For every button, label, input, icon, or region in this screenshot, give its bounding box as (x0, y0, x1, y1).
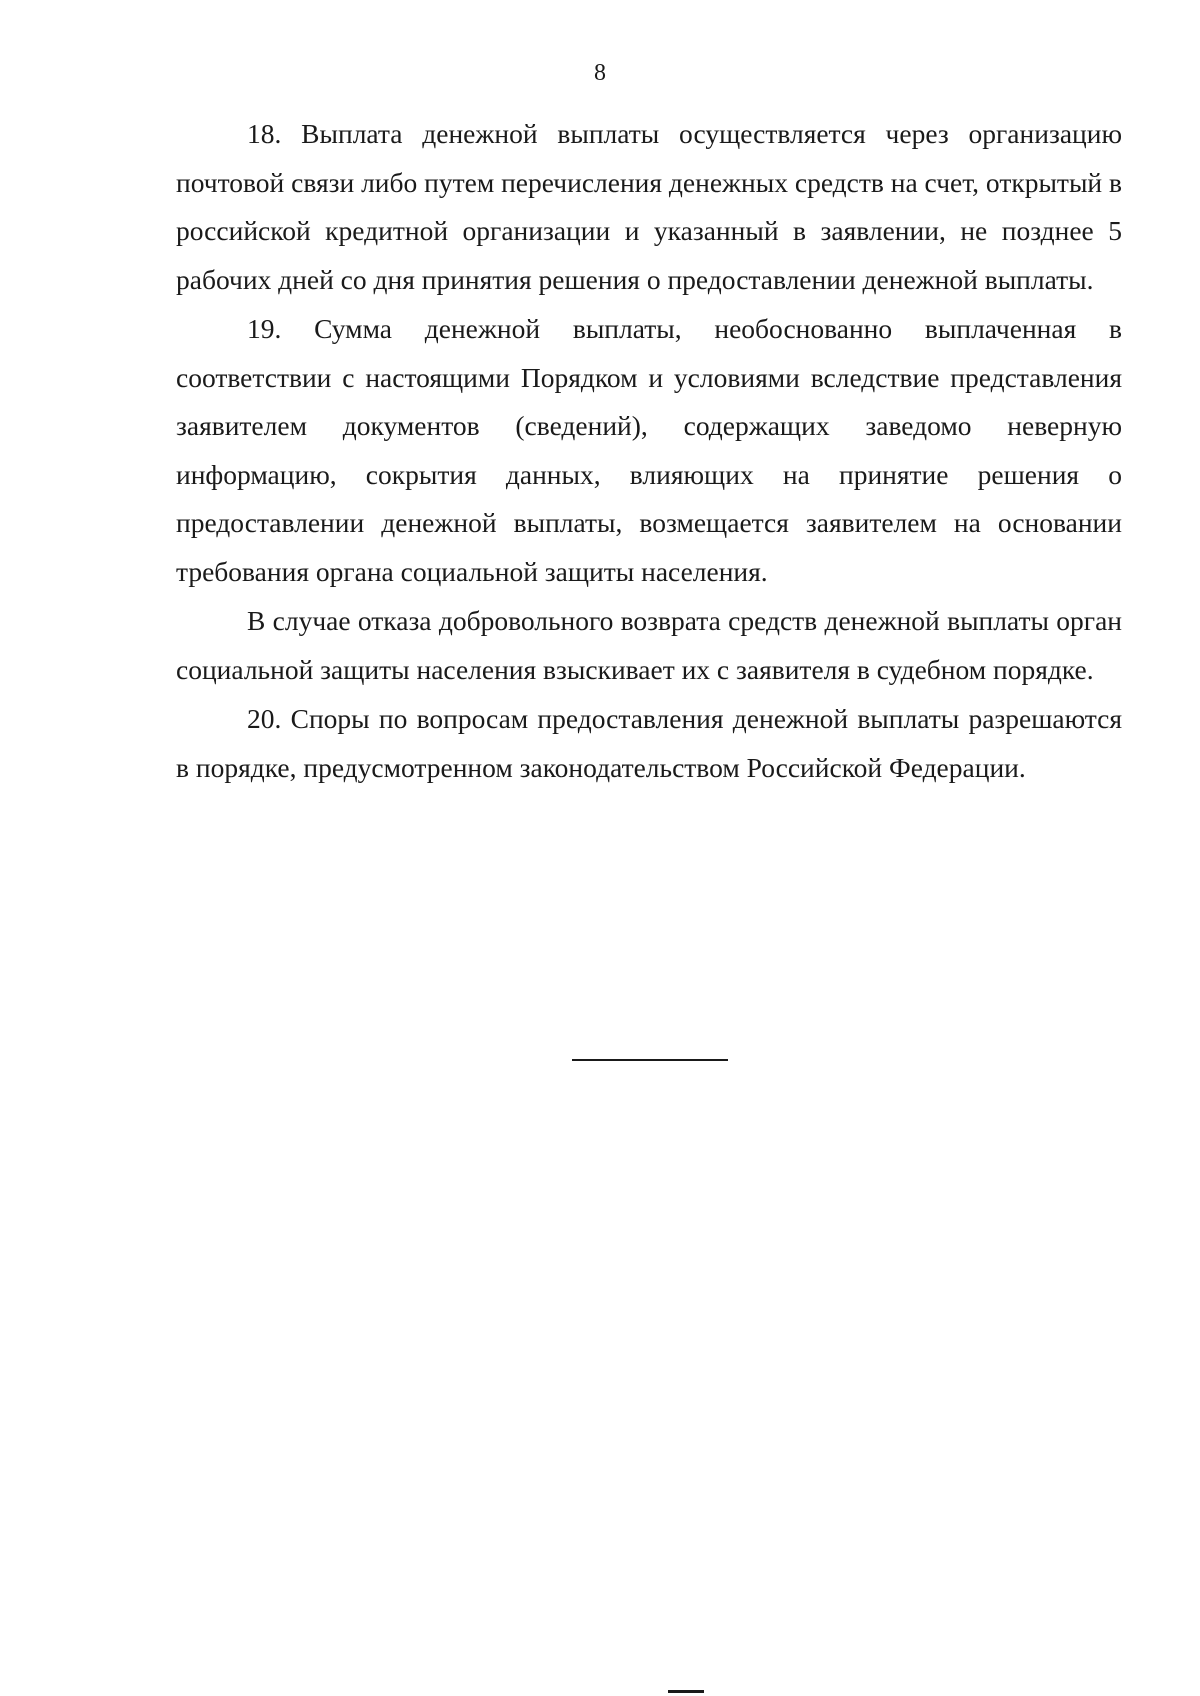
end-of-text-divider (572, 1059, 728, 1061)
document-body (176, 110, 1122, 792)
paragraph-19: 19. Сумма денежной выплаты, необоснованно выплаченная в соответствии с настоящими Порядком и условиями вследствие представления заявителем документов (сведений), содержащих заведомо неверную информацию, сокрытия данных, влияющих на принятие решения о предоставлении денежной выплаты, возмещается заявителем на основании требования органа социальной защиты населения. (176, 313, 1122, 587)
bottom-edge-mark (668, 1690, 704, 1693)
paragraph-19-refund: В случае отказа добровольного возврата средств денежной выплаты орган социальной защиты населения взыскивает их с заявителя в судебном порядке. (176, 605, 1122, 685)
page-number: 8 (594, 60, 606, 86)
paragraph-20: 20. Споры по вопросам предоставления денежной выплаты разрешаются в порядке, предусмотренном законодательством Российской Федерации. (176, 703, 1122, 783)
paragraph-18: 18. Выплата денежной выплаты осуществляется через организацию почтовой связи либо путем перечисления денежных средств на счет, открытый в российской кредитной организации и указанный в заявлении, не позднее 5 рабочих дней со дня принятия решения о предоставлении денежной выплаты. (176, 118, 1122, 295)
